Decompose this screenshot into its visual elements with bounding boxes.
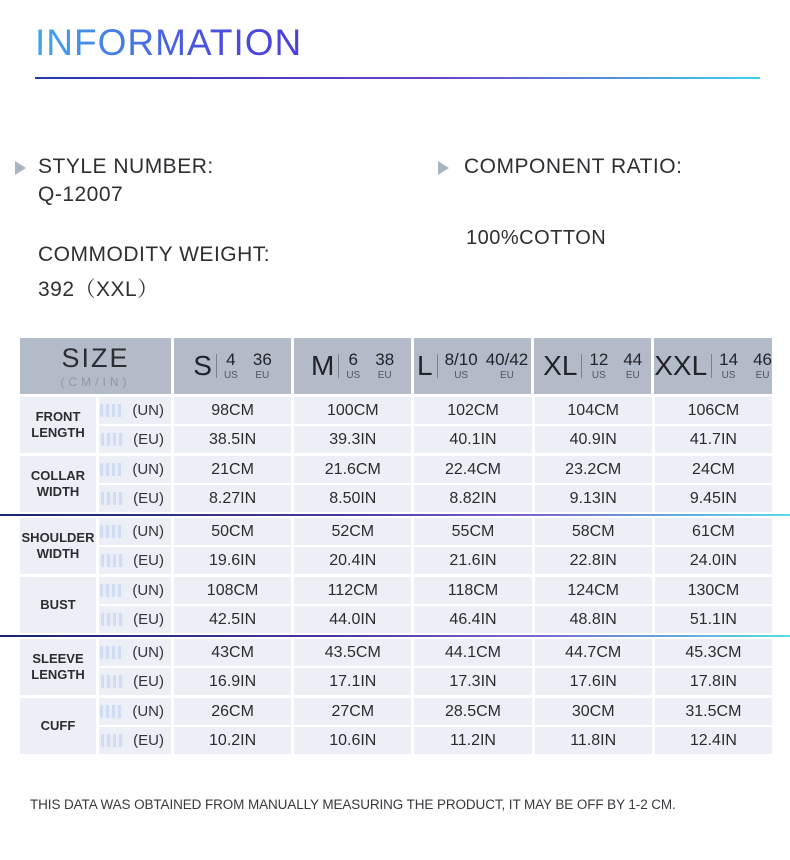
flag-icon (100, 584, 124, 597)
value-cell: 21.6CM (294, 456, 411, 483)
value-cell: 8.82IN (414, 485, 531, 512)
eu-size: 40/42 (485, 350, 529, 369)
value-cell: 43.5CM (294, 639, 411, 666)
unit-label: (EU) (133, 552, 164, 569)
value-cell: 19.6IN (174, 547, 291, 574)
value-cell: 21.6IN (414, 547, 531, 574)
value-cell: 39.3IN (294, 426, 411, 453)
header-divider (711, 354, 712, 378)
value-cell: 44.1CM (414, 639, 531, 666)
flag-icon (101, 675, 125, 688)
value-cell: 55CM (414, 518, 531, 545)
unit-label: (UN) (132, 523, 164, 540)
style-number-value: Q-12007 (38, 183, 124, 206)
value-cell: 38.5IN (174, 426, 291, 453)
page-title: INFORMATION (35, 22, 303, 63)
size-header-unit-label: (CM/IN) (60, 375, 131, 389)
value-cell: 52CM (294, 518, 411, 545)
us-size: 8/10 (444, 350, 478, 369)
size-letter: S (193, 350, 212, 381)
value-cell: 11.8IN (535, 727, 652, 754)
eu-label: EU (755, 370, 770, 381)
unit-cell-un (99, 577, 171, 604)
commodity-weight-label: COMMODITY WEIGHT: (38, 243, 271, 266)
eu-label: EU (625, 370, 640, 381)
flag-icon (101, 492, 125, 505)
value-cell: 20.4IN (294, 547, 411, 574)
commodity-weight-value: 392（XXL） (38, 278, 159, 301)
unit-label: (EU) (133, 673, 164, 690)
component-ratio-label: COMPONENT RATIO: (464, 155, 683, 178)
value-cell: 12.4IN (655, 727, 772, 754)
size-column-m (294, 338, 411, 394)
flag-icon (100, 525, 124, 538)
eu-label: EU (377, 370, 392, 381)
header-divider (338, 354, 339, 378)
unit-label: (UN) (132, 402, 164, 419)
value-cell: 124CM (535, 577, 652, 604)
us-size: 12 (589, 350, 609, 369)
table-row-shoulder-width (20, 518, 772, 574)
disclaimer-text: THIS DATA WAS OBTAINED FROM MANUALLY MEASURING THE PRODUCT, IT MAY BE OFF BY 1-2 CM. (30, 797, 676, 812)
us-label: US (346, 370, 361, 381)
unit-label: (UN) (132, 644, 164, 661)
value-cell: 9.45IN (655, 485, 772, 512)
bullet-triangle-icon (438, 161, 449, 175)
value-cell: 108CM (174, 577, 291, 604)
size-letter: XL (543, 350, 578, 381)
unit-label: (EU) (133, 611, 164, 628)
us-size: 6 (348, 350, 359, 369)
unit-label: (EU) (133, 732, 164, 749)
flag-icon (101, 433, 125, 446)
unit-label: (UN) (132, 582, 164, 599)
us-label: US (454, 370, 469, 381)
value-cell: 16.9IN (174, 668, 291, 695)
size-column-l (414, 338, 531, 394)
value-cell: 112CM (294, 577, 411, 604)
value-cell: 17.8IN (655, 668, 772, 695)
bullet-triangle-icon (15, 161, 26, 175)
value-cell: 17.6IN (535, 668, 652, 695)
eu-size: 46 (753, 350, 772, 369)
header-divider (581, 354, 582, 378)
value-cell: 40.1IN (414, 426, 531, 453)
eu-size: 44 (623, 350, 643, 369)
size-header-label: SIZE (61, 343, 130, 373)
unit-cell-un (99, 518, 171, 545)
value-cell: 22.4CM (414, 456, 531, 483)
value-cell: 22.8IN (535, 547, 652, 574)
value-cell: 98CM (174, 397, 291, 424)
value-cell: 11.2IN (414, 727, 531, 754)
unit-cell-un (99, 397, 171, 424)
value-cell: 130CM (655, 577, 772, 604)
size-column-s (174, 338, 291, 394)
row-label: SHOULDER WIDTH (20, 518, 96, 574)
value-cell: 8.27IN (174, 485, 291, 512)
size-column-xl (534, 338, 651, 394)
value-cell: 30CM (535, 698, 652, 725)
eu-size: 38 (375, 350, 395, 369)
row-label: SLEEVE LENGTH (20, 639, 96, 695)
row-label: FRONT LENGTH (20, 397, 96, 453)
unit-cell-un (99, 698, 171, 725)
unit-cell-eu (99, 727, 171, 754)
value-cell: 24.0IN (655, 547, 772, 574)
unit-label: (UN) (132, 461, 164, 478)
table-row-collar-width (20, 456, 772, 512)
us-label: US (591, 370, 606, 381)
gradient-divider (0, 635, 790, 637)
value-cell: 17.1IN (294, 668, 411, 695)
size-letter: XXL (654, 350, 708, 381)
eu-label: EU (255, 370, 270, 381)
value-cell: 10.2IN (174, 727, 291, 754)
value-cell: 106CM (655, 397, 772, 424)
value-cell: 27CM (294, 698, 411, 725)
value-cell: 48.8IN (535, 606, 652, 633)
value-cell: 46.4IN (414, 606, 531, 633)
value-cell: 50CM (174, 518, 291, 545)
size-table-header (20, 338, 772, 394)
unit-cell-un (99, 456, 171, 483)
unit-cell-eu (99, 547, 171, 574)
table-row-front-length (20, 397, 772, 453)
unit-label: (UN) (132, 703, 164, 720)
title-underline (35, 77, 760, 79)
component-ratio-value: 100%COTTON (466, 227, 607, 249)
unit-cell-eu (99, 668, 171, 695)
value-cell: 45.3CM (655, 639, 772, 666)
value-cell: 31.5CM (655, 698, 772, 725)
flag-icon (100, 404, 124, 417)
value-cell: 58CM (535, 518, 652, 545)
unit-label: (EU) (133, 431, 164, 448)
value-cell: 41.7IN (655, 426, 772, 453)
row-label: COLLAR WIDTH (20, 456, 96, 512)
value-cell: 104CM (535, 397, 652, 424)
unit-cell-eu (99, 485, 171, 512)
size-header-cell (20, 338, 171, 394)
value-cell: 10.6IN (294, 727, 411, 754)
value-cell: 44.0IN (294, 606, 411, 633)
flag-icon (101, 554, 125, 567)
size-column-xxl (654, 338, 772, 394)
row-label: BUST (20, 577, 96, 633)
table-row-bust (20, 577, 772, 633)
us-label: US (223, 370, 238, 381)
flag-icon (101, 613, 125, 626)
header-divider (216, 354, 217, 378)
value-cell: 51.1IN (655, 606, 772, 633)
size-table (20, 338, 772, 757)
eu-label: EU (500, 370, 514, 381)
value-cell: 42.5IN (174, 606, 291, 633)
unit-label: (EU) (133, 490, 164, 507)
value-cell: 17.3IN (414, 668, 531, 695)
us-label: US (721, 370, 736, 381)
value-cell: 43CM (174, 639, 291, 666)
size-letter: M (311, 350, 335, 381)
unit-cell-un (99, 639, 171, 666)
unit-cell-eu (99, 606, 171, 633)
flag-icon (100, 463, 124, 476)
table-row-sleeve-length (20, 639, 772, 695)
value-cell: 61CM (655, 518, 772, 545)
value-cell: 44.7CM (535, 639, 652, 666)
value-cell: 28.5CM (414, 698, 531, 725)
unit-cell-eu (99, 426, 171, 453)
size-letter: L (417, 350, 433, 381)
value-cell: 102CM (414, 397, 531, 424)
value-cell: 118CM (414, 577, 531, 604)
gradient-divider (0, 514, 790, 516)
value-cell: 8.50IN (294, 485, 411, 512)
flag-icon (100, 646, 124, 659)
value-cell: 26CM (174, 698, 291, 725)
value-cell: 24CM (655, 456, 772, 483)
us-size: 14 (719, 350, 739, 369)
flag-icon (101, 734, 125, 747)
value-cell: 9.13IN (535, 485, 652, 512)
header-divider (437, 354, 438, 378)
eu-size: 36 (252, 350, 272, 369)
value-cell: 40.9IN (535, 426, 652, 453)
value-cell: 23.2CM (535, 456, 652, 483)
table-row-cuff (20, 698, 772, 754)
row-label: CUFF (20, 698, 96, 754)
value-cell: 21CM (174, 456, 291, 483)
flag-icon (100, 705, 124, 718)
value-cell: 100CM (294, 397, 411, 424)
us-size: 4 (226, 350, 236, 369)
style-number-label: STYLE NUMBER: (38, 155, 214, 178)
